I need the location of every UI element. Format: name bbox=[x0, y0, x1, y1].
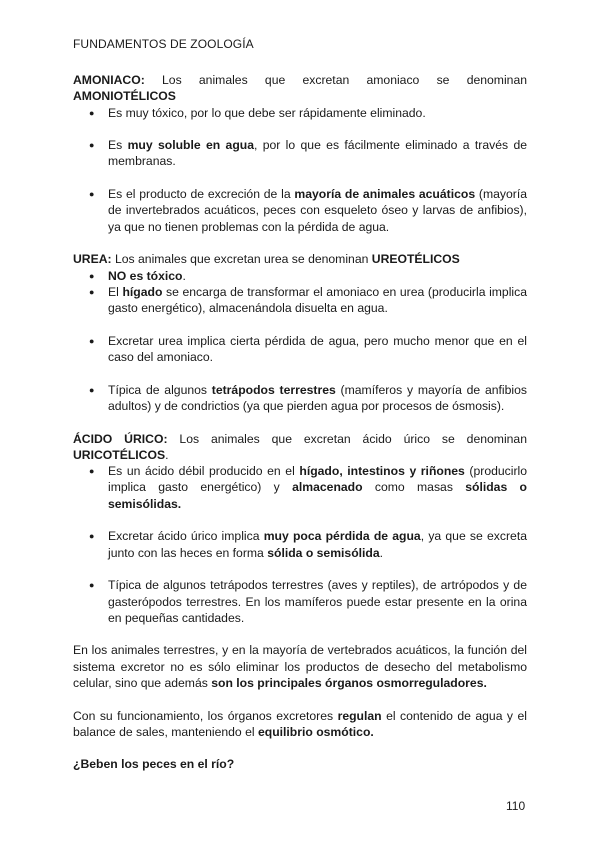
paragraph-text: el contenido de agua y el balance de sales, manteniendo el bbox=[73, 708, 527, 739]
spacer bbox=[73, 691, 527, 707]
paragraph-emphasis: son los principales órganos osmorreguladores. bbox=[211, 675, 487, 690]
list-item bbox=[73, 137, 527, 170]
list-item-text: Excretar ácido úrico implica bbox=[108, 529, 264, 544]
spacer bbox=[73, 316, 527, 332]
acido-intro-text: Los animales que excretan ácido úrico se denominan bbox=[179, 431, 527, 446]
spacer bbox=[73, 121, 527, 137]
list-item-emphasis: hígado, intestinos y riñones bbox=[299, 464, 465, 479]
urea-intro-text: Los animales que excretan urea se denominan bbox=[111, 252, 372, 267]
acido-list bbox=[73, 463, 527, 626]
paragraph-text: Con su funcionamiento, los órganos excretores bbox=[73, 708, 338, 723]
spacer bbox=[73, 740, 527, 756]
list-item-text: (mayoría de invertebrados acuáticos, peces con esqueleto óseo y larvas de anfibios), ya que no tienen problemas con la pérdida de agua. bbox=[108, 187, 527, 234]
urea-term: UREOTÉLICOS bbox=[371, 252, 460, 267]
list-item-text: . bbox=[182, 268, 186, 283]
page-number: 110 bbox=[506, 799, 526, 813]
amoniaco-term-line bbox=[73, 88, 527, 104]
list-item bbox=[73, 577, 527, 626]
list-item bbox=[73, 528, 527, 561]
spacer bbox=[73, 561, 527, 577]
spacer bbox=[73, 512, 527, 528]
list-item-text: Es muy tóxico, por lo que debe ser rápidamente eliminado. bbox=[108, 105, 426, 120]
spacer bbox=[73, 365, 527, 381]
spacer bbox=[73, 235, 527, 251]
list-item-text: Típica de algunos tetrápodos terrestres (aves y reptiles), de artrópodos y de gasterópodos terrestres. En los mamíferos puede estar presente en la orina en pequeñas cantidades. bbox=[108, 578, 527, 625]
page-header: FUNDAMENTOS DE ZOOLOGÍA bbox=[73, 37, 254, 51]
list-item-text: Es el producto de excreción de la bbox=[108, 187, 295, 202]
acido-term-punct: . bbox=[165, 447, 169, 462]
document-body bbox=[73, 72, 527, 773]
amoniaco-intro bbox=[73, 72, 527, 88]
list-item-text: Es bbox=[108, 138, 128, 153]
list-item bbox=[73, 463, 527, 512]
question-heading bbox=[73, 756, 527, 772]
list-item-text: se encarga de transformar el amoniaco en urea (producirla implica gasto energético), almacenándola disuelta en agua. bbox=[108, 284, 527, 316]
list-item bbox=[73, 284, 527, 317]
list-item-text: Es un ácido débil producido en el bbox=[108, 464, 300, 479]
list-item-text: Excretar urea implica cierta pérdida de agua, pero mucho menor que en el caso del amoniaco. bbox=[108, 333, 527, 365]
amoniaco-list bbox=[73, 105, 527, 235]
spacer bbox=[73, 626, 527, 642]
acido-term: URICOTÉLICOS bbox=[73, 447, 166, 462]
list-item-text: . bbox=[379, 545, 384, 560]
list-item-text: como masas bbox=[362, 480, 466, 495]
list-item-emphasis: NO es tóxico bbox=[108, 268, 183, 283]
amoniaco-label: AMONIACO: bbox=[73, 73, 145, 87]
acido-label: ÁCIDO ÚRICO: bbox=[73, 431, 168, 446]
list-item-text: El bbox=[108, 284, 123, 299]
spacer bbox=[73, 170, 527, 186]
list-item bbox=[73, 105, 527, 121]
list-item-emphasis: muy soluble en agua bbox=[127, 138, 254, 153]
urea-intro bbox=[73, 251, 527, 267]
list-item bbox=[73, 382, 527, 415]
list-item bbox=[73, 268, 527, 284]
question-text: ¿Beben los peces en el río? bbox=[73, 757, 235, 772]
list-item-emphasis: hígado bbox=[122, 284, 163, 299]
paragraph-emphasis: equilibrio osmótico. bbox=[257, 724, 374, 739]
spacer bbox=[73, 414, 527, 430]
urea-list bbox=[73, 268, 527, 415]
list-item-emphasis: sólida o semisólida bbox=[267, 545, 380, 560]
list-item bbox=[73, 333, 527, 366]
list-item-emphasis: tetrápodos terrestres bbox=[211, 382, 336, 397]
list-item-text: , ya que se excreta junto con las heces en forma bbox=[108, 529, 527, 560]
acido-intro bbox=[73, 431, 527, 447]
list-item-emphasis: muy poca pérdida de agua bbox=[263, 529, 421, 544]
paragraph-osmorregulation bbox=[73, 642, 527, 691]
list-item-emphasis: mayoría de animales acuáticos bbox=[294, 187, 476, 202]
paragraph-balance bbox=[73, 708, 527, 741]
paragraph-emphasis: regulan bbox=[337, 708, 382, 723]
list-item bbox=[73, 186, 527, 235]
list-item-emphasis: almacenado bbox=[292, 480, 363, 495]
list-item-text: (producirlo implica gasto energético) y bbox=[108, 464, 528, 495]
urea-label: UREA: bbox=[73, 252, 112, 267]
list-item-text: (mamíferos y mayoría de anfibios adultos) y de condrictios (ya que pierden agua por procesos de ósmosis). bbox=[108, 382, 527, 413]
paragraph-text: En los animales terrestres, y en la mayoría de vertebrados acuáticos, la función del sistema excretor no es sólo eliminar los productos de desecho del metabolismo celular, sino que además bbox=[73, 643, 527, 690]
amoniaco-intro-text: Los animales que excretan amoniaco se denominan bbox=[162, 73, 528, 87]
amoniaco-term: AMONIOTÉLICOS bbox=[73, 89, 176, 104]
acido-term-line bbox=[73, 447, 527, 463]
list-item-text: Típica de algunos bbox=[108, 382, 212, 397]
list-item-text: , por lo que es fácilmente eliminado a través de membranas. bbox=[108, 138, 528, 169]
list-item-emphasis: sólidas o semisólidas. bbox=[108, 480, 527, 511]
